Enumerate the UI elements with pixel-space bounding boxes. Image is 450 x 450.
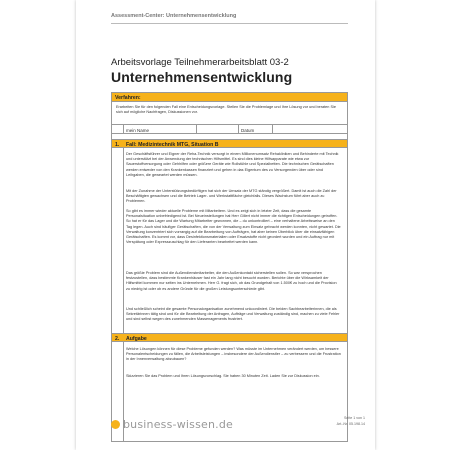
section2-number: 2. xyxy=(115,336,120,342)
article-number: Art.-Nr. 05.198.14 xyxy=(336,422,365,426)
section1-paragraph: Und schließlich scheint die gesamte Personalorganisation zunehmend unkoordiniert. Die beiden Sachbearbeiterinnen, die als Sekretärinnen tätig sind und für die Bearbeitung der Anfragen, Aufträge und Verwaltung zuständig sind, machen zu viele Fehler und sind selbst wegen des zunehmenden Massenagements frustriert. xyxy=(126,307,340,322)
verfahren-label: Verfahren: xyxy=(115,95,141,101)
worksheet-frame xyxy=(111,92,348,442)
section1-paragraph: Mit der Zunahme der Unterstützungsbedürftigen hat sich der Umsatz der MTG ständig vergrößert. Damit ist auch die Zahl der Beschäftigten gewachsen und die Betrieb Lager- und Werkstattfläche gleichfalls. Dieses Wachstum führt aber auch zu Problemen. xyxy=(126,189,337,204)
logo-dot-icon xyxy=(111,420,120,429)
section2-paragraph: Skizzieren Sie das Problem und Ihren Lösungsvorschlag. Sie haben 30 Minuten Zeit. Laden Sie zur Diskussion ein. xyxy=(126,374,320,378)
verfahren-band xyxy=(112,93,347,102)
name-label: mein Name xyxy=(126,127,150,133)
header-divider xyxy=(111,23,348,24)
document-subtitle: Arbeitsvorlage Teilnehmerarbeitsblatt 03-2 xyxy=(111,57,289,68)
header-label: Assessment-Center: Unternehmensentwicklung xyxy=(111,13,237,19)
section1-label: Fall: Medizintechnik MTG, Situation B xyxy=(126,142,219,148)
section2-paragraph: Welche Lösungen können für diese Probleme gefunden werden? Was müsste im Unternehmen verändert werden, um bessere Personalentscheidungen zu fällen, die Arbeitsleistungen – insbesondere der Außendienstler – zu verbessern und die Frustration in der Innenverwaltung abzubauen? xyxy=(126,347,341,362)
section2-label: Aufgabe xyxy=(126,336,147,342)
section2-band xyxy=(112,333,347,342)
logo-text: business-wissen.de xyxy=(123,418,234,431)
section1-number: 1. xyxy=(115,142,120,148)
section1-paragraph: Der Geschäftsführer und Eigner der Reha-Technik versorgt in einem Millionenumsatz Rehakliniken und Behinderte mit Technik und unterstützt bei der Anwendung der technischen Hilfsmittel. Es sind dies kleine Hilfsapparate wie etwa zur Sauerstoffversorgung oder Gehhilfen oder größere Geräte wie Rollstühle und Spezialbetten. Die technischen Gerätschaften werden entweder von den Krankenkassen finanziert und gehen in das Eigentum des zu Versorgenden über oder sind Leihgaben, die geweartet werden müssen. xyxy=(126,152,339,177)
page-number: Seite 1 von 1 xyxy=(344,416,365,420)
name-date-row xyxy=(112,124,347,134)
section1-paragraph: Das größte Problem sind die Außendienstmitarbeiter, die den Außenkontakt sicherstellen sollen. So war versprochen festzustellen, dass bestimmte Krankenhäuser fast ein Jahr lang nicht besucht wurden. Berichte über die Wirksamkeit der Hilfsmittel kommen nur selten ins Unternehmen. Herr G. fragt sich, ob das Grundgehalt von 1.500€ zu hoch und die Provision zu niedrig ist oder ob es andere Gründe für die großen Leistungsunterschiede gibt. xyxy=(126,271,337,291)
document-title: Unternehmensentwicklung xyxy=(111,69,293,85)
section1-paragraph: So gibt es immer wieder aktuelle Probleme mit Mitarbeitern. Und es zeigt sich in letzter Zeit, dass die gesamte Personalsituation unbefriedigend ist. Bei Neueinstellungen hat Herr Gillert nicht immer die richtigen Entscheidungen getroffen. So hat er für das Lager und die Wartung Mitarbeiter gewonnen, die – du unkontrolliert – eine verhaltene Arbeitsweise an den Tag legen. Auch sind häufiger Gerätschaften, die von der Verwaltung zum Einsatz gebracht werden konnten, nicht gewartet. Die Verwaltung konzentriert sich vorrangig auf die Bearbeitung von Aufträgen, hat aber keinen Überblick über die einsatzfähigen Gerätschaften. Es kommt vor, dass Desinfektionsmaterialien oder Ersatzstoffe nicht geordert wurden und ein Auftrag nur mit Verspätung oder Expresszuschlag für den Lieferanten bearbeitet werden kann. xyxy=(126,209,341,245)
section1-band xyxy=(112,139,347,148)
brand-logo xyxy=(111,418,233,431)
date-label: Datum xyxy=(241,127,255,133)
verfahren-text: Erarbeiten Sie für den folgenden Fall eine Entscheidungsvorlage. Stellen Sie die Problemlage und Ihre Lösung vor und beraten Sie sich auf mögliche Nachfragen, Diskussionen vor. xyxy=(116,105,336,115)
